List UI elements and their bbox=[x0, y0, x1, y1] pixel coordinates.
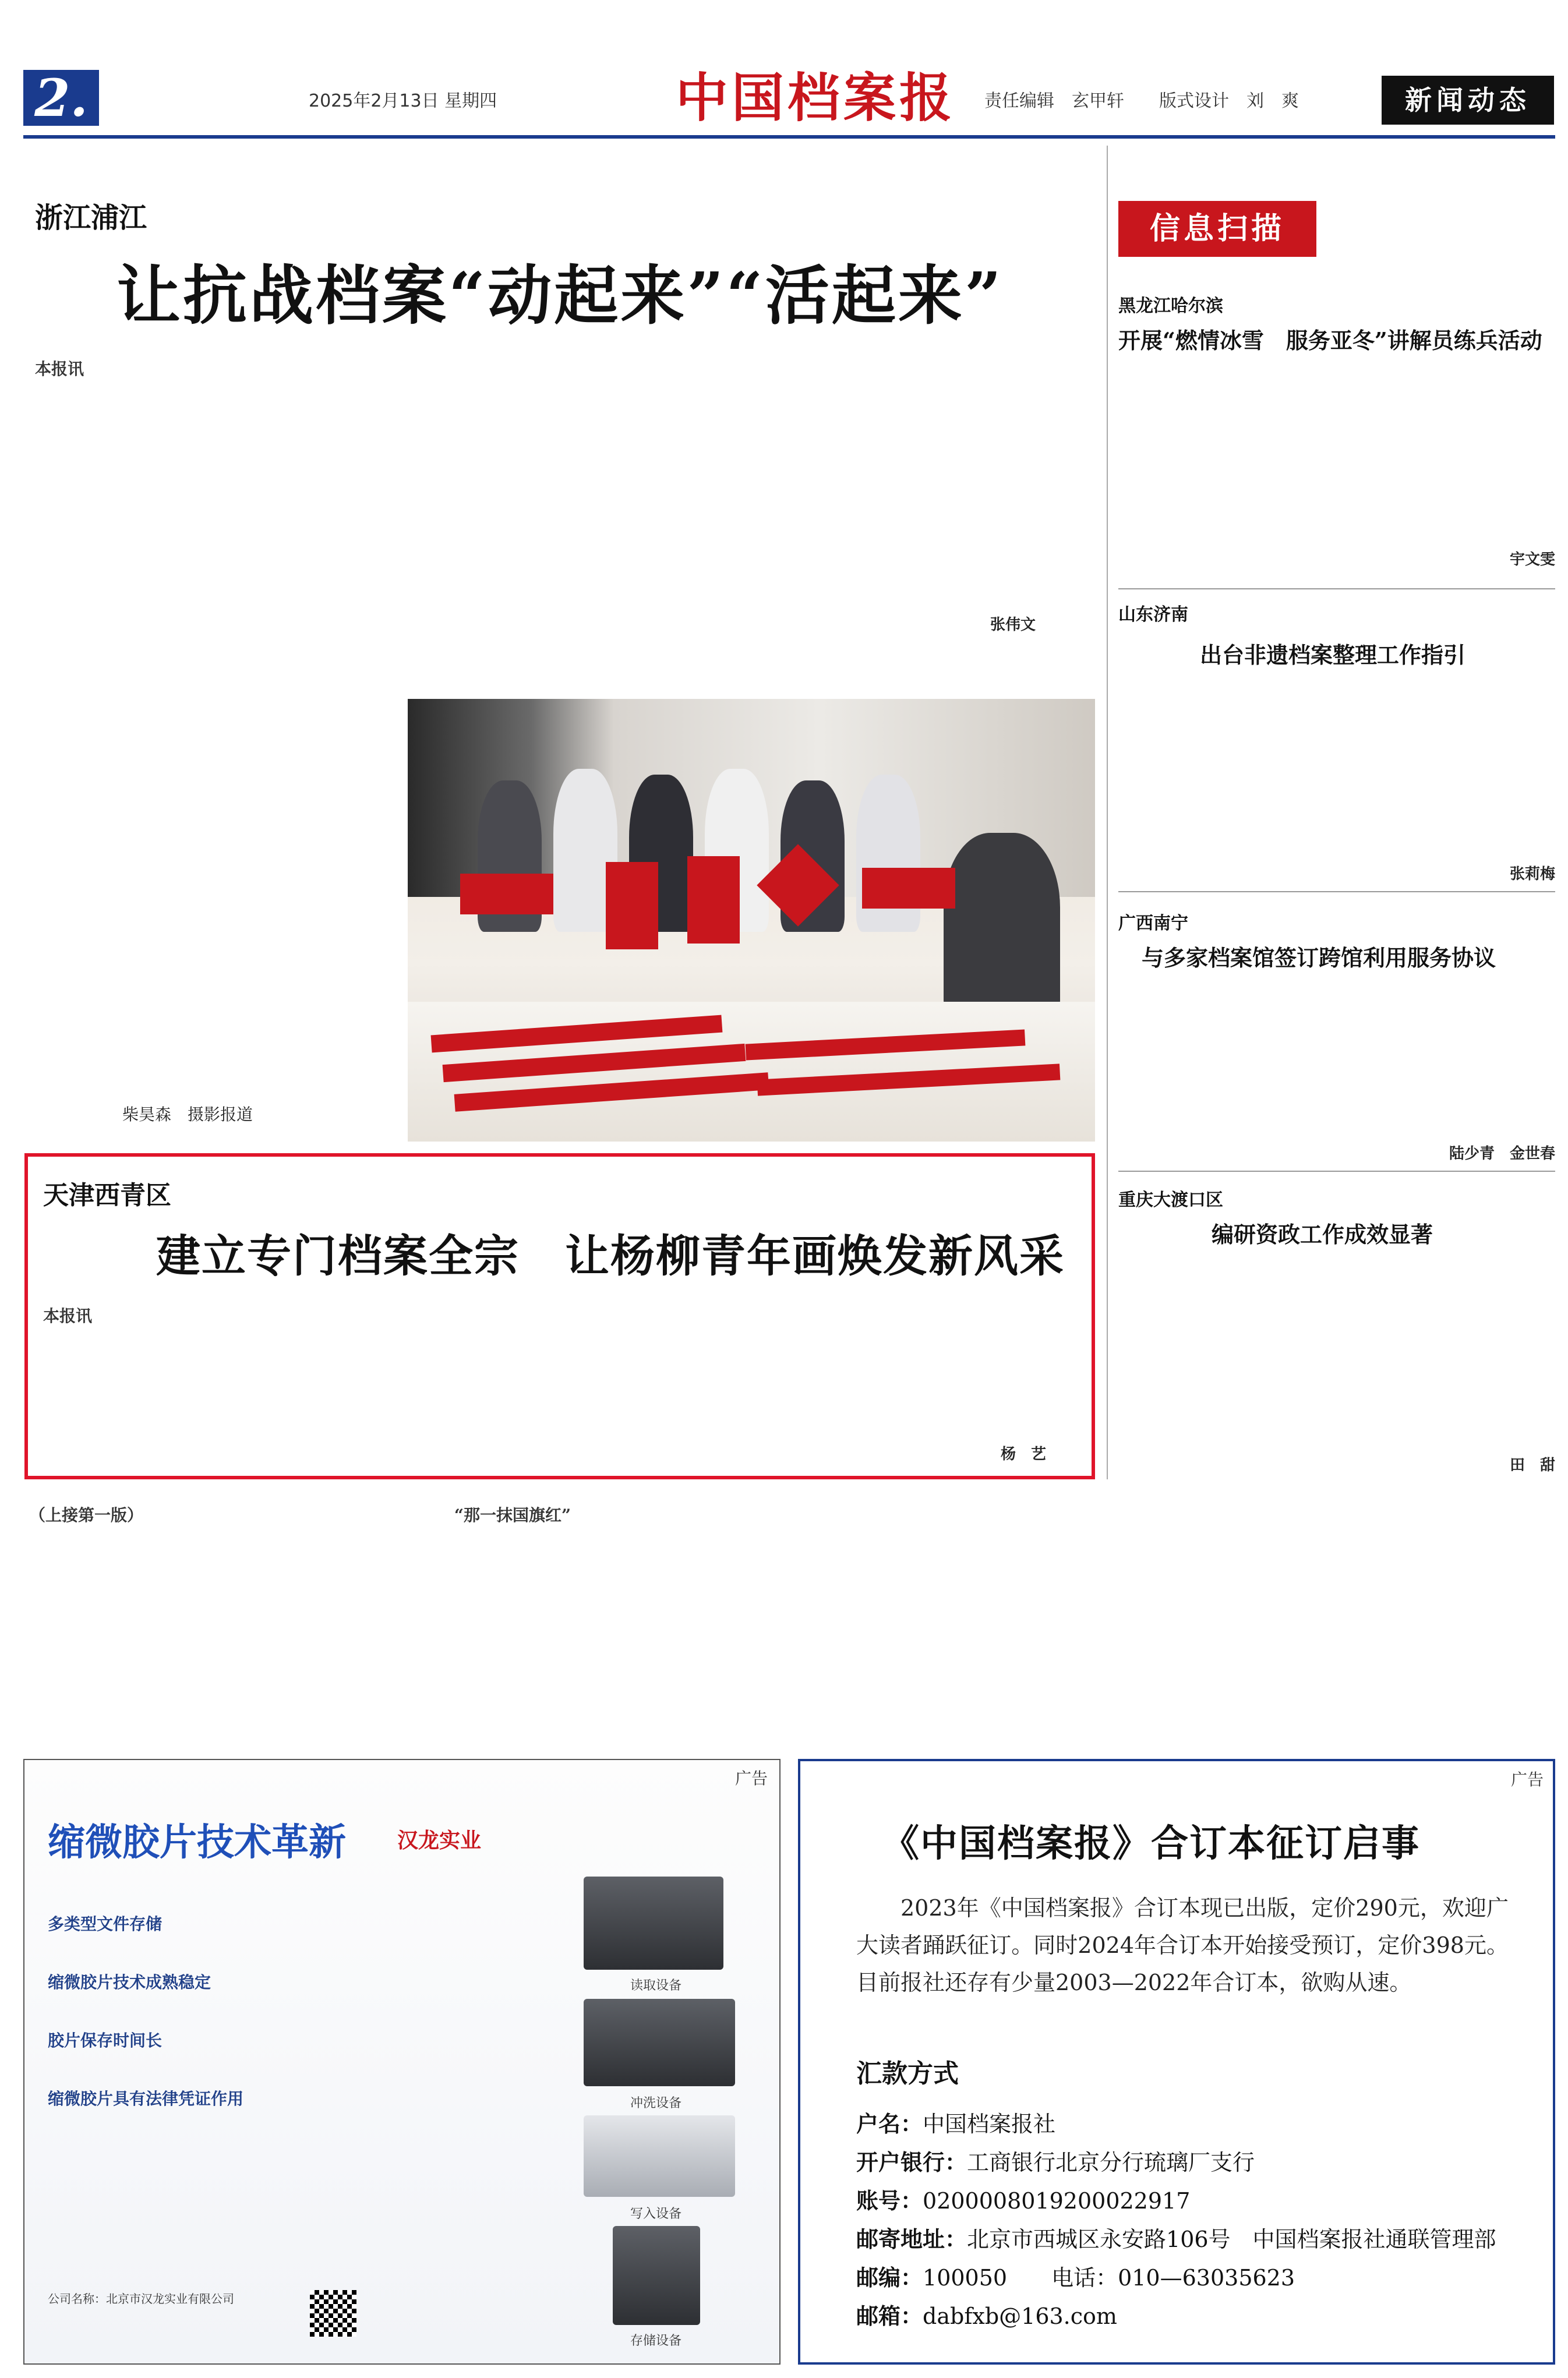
ad-tag: 广告 bbox=[1510, 1770, 1544, 1789]
payment-heading: 汇款方式 bbox=[856, 2059, 959, 2089]
sidebar-rule bbox=[1118, 1171, 1555, 1172]
ad-tag: 广告 bbox=[734, 1769, 768, 1788]
sidebar-item bbox=[1118, 291, 1555, 571]
sidebar-location: 黑龙江哈尔滨 bbox=[1118, 296, 1223, 316]
sidebar-rule bbox=[1118, 891, 1555, 892]
photo-couplet bbox=[862, 868, 955, 909]
ad-feature-heading: 多类型文件存储 bbox=[48, 1914, 163, 1934]
payment-line bbox=[856, 2182, 1544, 2220]
photo-credit: 柴昊森 摄影报道 bbox=[122, 1105, 253, 1124]
ad-feature-heading: 缩微胶片具有法律凭证作用 bbox=[48, 2089, 244, 2108]
payment-value: 北京市西城区永安路106号 中国档案报社通联管理部 bbox=[967, 2227, 1496, 2252]
payment-details bbox=[856, 2105, 1544, 2335]
writer-machine bbox=[584, 2115, 735, 2197]
photo-couplet bbox=[606, 862, 658, 949]
sidebar-signature: 陆少青 金世春 bbox=[1449, 1145, 1555, 1163]
sidebar-item bbox=[1118, 600, 1555, 891]
ad-features bbox=[48, 1911, 490, 2110]
section-label: 新闻动态 bbox=[1382, 76, 1554, 125]
processor-machine bbox=[584, 1999, 735, 2086]
sidebar-location: 重庆大渡口区 bbox=[1118, 1190, 1223, 1210]
ad-microfilm bbox=[23, 1759, 781, 2365]
payment-line bbox=[856, 2105, 1544, 2143]
sidebar-rule bbox=[1118, 588, 1555, 589]
news-photo bbox=[408, 699, 1095, 1142]
subscription-title: 《中国档案报》合订本征订启事 bbox=[882, 1822, 1420, 1865]
machine-label: 存储设备 bbox=[630, 2334, 682, 2348]
payment-key: 账号： bbox=[856, 2188, 923, 2214]
continued-col-2 bbox=[361, 1503, 664, 1747]
payment-key: 户名： bbox=[856, 2111, 923, 2137]
photo-couplet bbox=[687, 856, 740, 944]
continued-col-3 bbox=[681, 1503, 984, 1747]
masthead: 中国档案报 bbox=[676, 67, 955, 129]
payment-line bbox=[856, 2259, 1544, 2297]
machine-label: 读取设备 bbox=[630, 1978, 682, 1993]
boxed-kicker: 天津西青区 bbox=[43, 1181, 171, 1210]
lead-signature: 张伟文 bbox=[990, 616, 1036, 634]
ad-feature-heading: 缩微胶片技术成熟稳定 bbox=[48, 1973, 211, 1992]
sidebar-signature: 张莉梅 bbox=[1509, 865, 1555, 883]
payment-value: 100050 电话：010—63035623 bbox=[923, 2265, 1295, 2291]
photo-caption bbox=[35, 697, 390, 1128]
continued-col-5 bbox=[1258, 1503, 1549, 1747]
sidebar-headline: 与多家档案馆签订跨馆利用服务协议 bbox=[1142, 945, 1496, 971]
continued-article bbox=[23, 1503, 1555, 1747]
lead-body bbox=[35, 356, 1095, 671]
payment-value: 0200008019200022917 bbox=[923, 2188, 1191, 2214]
storage-cabinet bbox=[613, 2226, 700, 2325]
ad-title: 缩微胶片技术革新 bbox=[48, 1821, 346, 1864]
boxed-article bbox=[24, 1153, 1095, 1479]
payment-value: 中国档案报社 bbox=[923, 2111, 1056, 2137]
lead-intro-label: 本报讯 bbox=[35, 359, 84, 379]
payment-line bbox=[856, 2297, 1544, 2335]
ad-brand: 汉龙实业 bbox=[397, 1829, 482, 1853]
continued-col-1 bbox=[29, 1503, 344, 1747]
ad-company: 公司名称：北京市汉龙实业有限公司 bbox=[48, 2292, 234, 2306]
sidebar-body bbox=[1118, 1263, 1555, 1455]
reader-machine bbox=[584, 1877, 723, 1970]
payment-key: 邮寄地址： bbox=[856, 2227, 967, 2252]
editor-credits: 责任编辑 玄甲轩 版式设计 刘 爽 bbox=[984, 91, 1299, 111]
sidebar-location: 山东济南 bbox=[1118, 605, 1188, 625]
payment-line bbox=[856, 2143, 1544, 2182]
continued-label: （上接第一版） bbox=[29, 1506, 144, 1525]
ad-feature-heading: 胶片保存时间长 bbox=[48, 2031, 163, 2050]
ad-contact bbox=[48, 2290, 304, 2308]
sidebar-item bbox=[1118, 1185, 1555, 1476]
sidebar-location: 广西南宁 bbox=[1118, 913, 1188, 934]
continued-subhead: “那一抹国旗红” bbox=[454, 1506, 571, 1525]
sidebar-item bbox=[1118, 909, 1555, 1165]
sidebar-headline: 编研资政工作成效显著 bbox=[1212, 1221, 1433, 1248]
header-rule bbox=[23, 135, 1555, 139]
sidebar-signature: 田 甜 bbox=[1509, 1457, 1555, 1474]
boxed-col-2 bbox=[391, 1303, 718, 1472]
payment-key: 邮箱： bbox=[856, 2303, 923, 2329]
sidebar-headline: 出台非遗档案整理工作指引 bbox=[1200, 642, 1466, 668]
machine-label: 冲洗设备 bbox=[630, 2096, 682, 2111]
page-number: 2. bbox=[23, 70, 99, 126]
ad-subscription bbox=[798, 1759, 1555, 2365]
boxed-col-1 bbox=[43, 1303, 369, 1472]
payment-key: 开户银行： bbox=[856, 2150, 967, 2175]
sidebar-signature: 宇文雯 bbox=[1509, 551, 1555, 568]
qr-code bbox=[310, 2290, 356, 2337]
issue-date: 2025年2月13日 星期四 bbox=[309, 91, 497, 111]
payment-line bbox=[856, 2220, 1544, 2259]
lead-headline: 让抗战档案“动起来”“活起来” bbox=[116, 258, 1004, 333]
lead-kicker: 浙江浦江 bbox=[35, 202, 147, 234]
sidebar-divider bbox=[1107, 146, 1108, 1479]
boxed-intro-label: 本报讯 bbox=[43, 1306, 93, 1326]
payment-value: dabfxb@163.com bbox=[923, 2303, 1117, 2329]
boxed-headline: 建立专门档案全宗 让杨柳青年画焕发新风采 bbox=[156, 1230, 1065, 1282]
machine-label: 写入设备 bbox=[630, 2207, 682, 2221]
payment-key: 邮编： bbox=[856, 2265, 923, 2291]
lead-col-1 bbox=[35, 356, 361, 671]
lead-col-2 bbox=[384, 356, 711, 671]
sidebar-body bbox=[1118, 683, 1555, 893]
subscription-body: 2023年《中国档案报》合订本现已出版，定价290元，欢迎广大读者踊跃征订。同时2024年合订本开始接受预订，定价398元。目前报社还存有少量2003—2022年合订本，欲购从速。 bbox=[856, 1895, 1509, 1995]
sidebar-headline: 开展“燃情冰雪 服务亚冬”讲解员练兵活动 bbox=[1118, 327, 1542, 354]
payment-value: 工商银行北京分行琉璃厂支行 bbox=[967, 2150, 1255, 2175]
sidebar-tag: 信息扫描 bbox=[1118, 201, 1316, 257]
boxed-signature: 杨 艺 bbox=[1001, 1446, 1047, 1463]
sidebar-body bbox=[1118, 369, 1555, 543]
photo-calligrapher bbox=[944, 833, 1060, 1019]
photo-couplet bbox=[460, 874, 553, 914]
sidebar-body bbox=[1118, 986, 1555, 1161]
